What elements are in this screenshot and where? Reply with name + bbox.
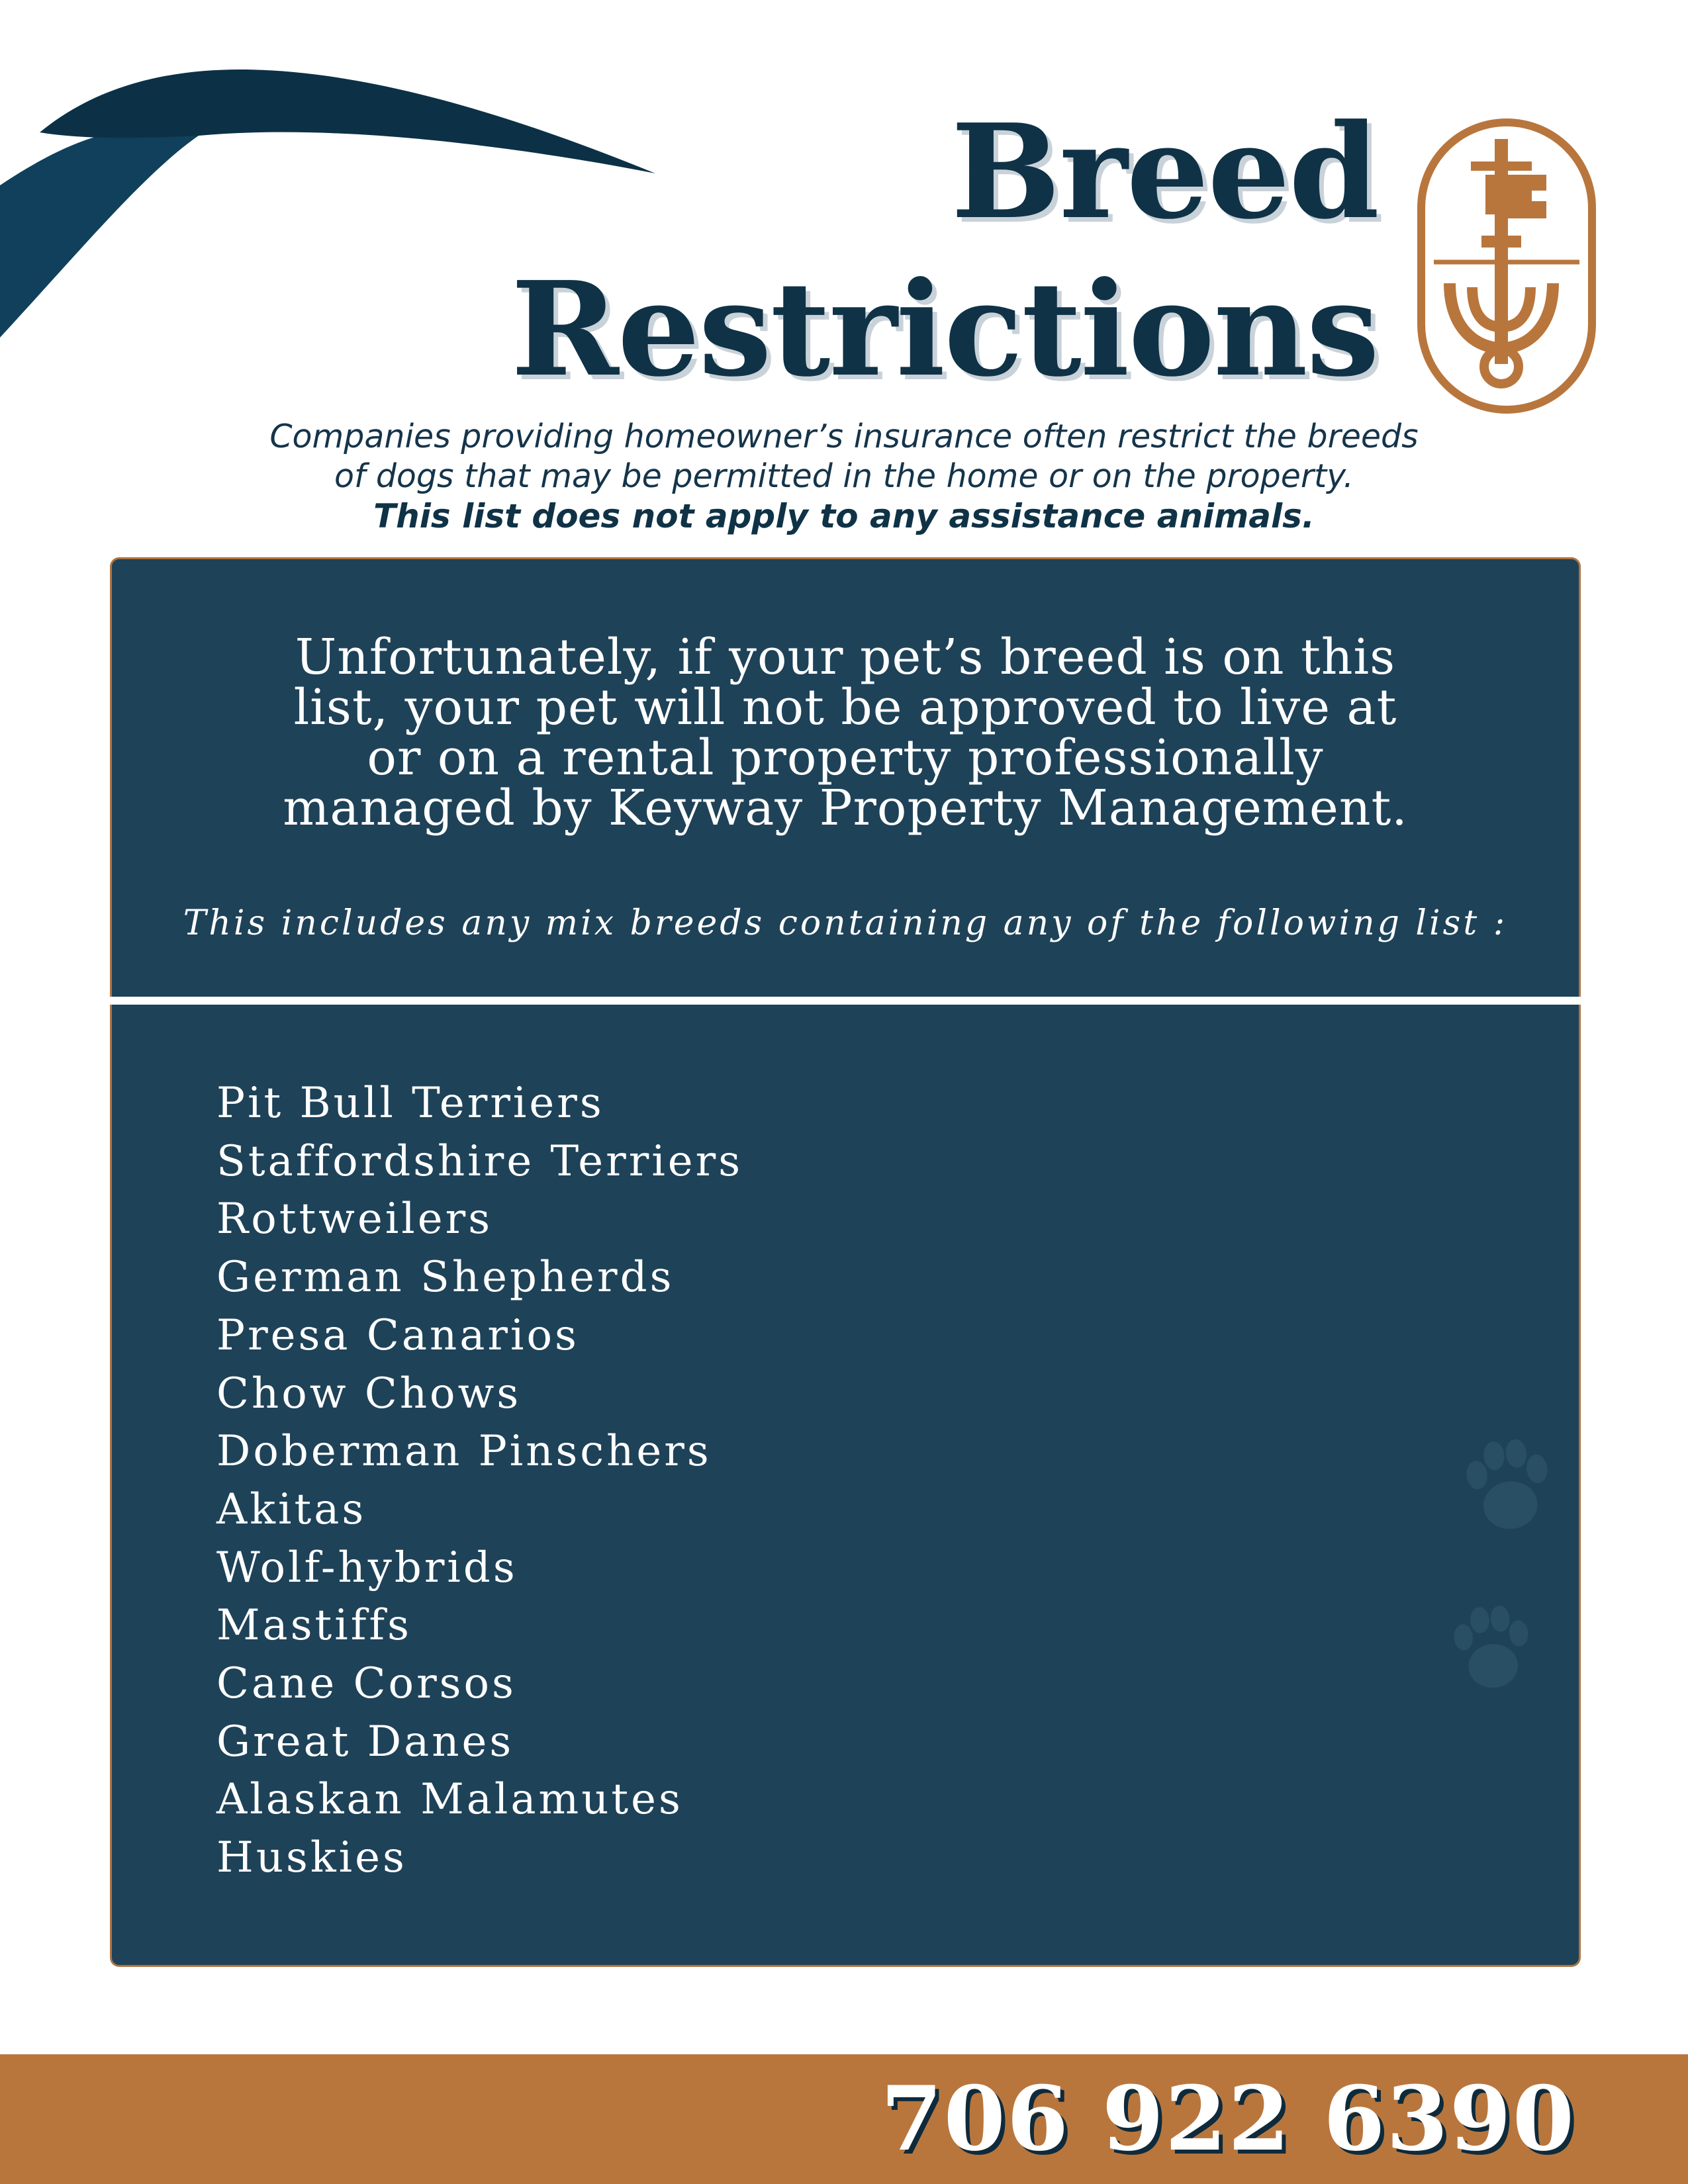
breed-list-item: Alaskan Malamutes bbox=[216, 1775, 683, 1825]
breed-list-item: Chow Chows bbox=[216, 1369, 522, 1418]
breed-list-item: Pit Bull Terriers bbox=[216, 1079, 604, 1128]
mix-breed-note: This includes any mix breeds containing any of the following list : bbox=[183, 903, 1508, 943]
footer-bar bbox=[0, 2054, 1688, 2184]
breed-list-item: Huskies bbox=[216, 1833, 407, 1883]
paw-print-icon bbox=[1464, 1436, 1554, 1533]
breed-list-item: Great Danes bbox=[216, 1717, 514, 1766]
breed-list-item: Doberman Pinschers bbox=[216, 1427, 712, 1477]
notice-panel bbox=[110, 557, 1581, 997]
notice-line: list, your pet will not be approved to live at bbox=[293, 679, 1397, 736]
intro-line-1: Companies providing homeowner’s insurance often restrict the breeds bbox=[269, 418, 1419, 455]
breed-list-item: Rottweilers bbox=[216, 1195, 493, 1244]
assistance-animals-note: This list does not apply to any assistance animals. bbox=[373, 497, 1315, 535]
breed-list bbox=[216, 1075, 743, 1888]
notice-line: or on a rental property professionally bbox=[367, 729, 1324, 786]
paw-print-icon bbox=[1452, 1604, 1532, 1690]
breed-list-item: Wolf-hybrids bbox=[216, 1543, 518, 1592]
breed-list-item: Mastiffs bbox=[216, 1601, 412, 1651]
breed-list-item: Staffordshire Terriers bbox=[216, 1136, 743, 1186]
notice-text bbox=[112, 629, 1579, 837]
keyway-logo-icon bbox=[1415, 116, 1598, 416]
notice-line: managed by Keyway Property Management. bbox=[283, 780, 1408, 837]
breed-list-panel bbox=[110, 1005, 1581, 1967]
intro-line-2: of dogs that may be permitted in the home or on the property. bbox=[334, 457, 1354, 495]
page-title-line2: Restrictions bbox=[510, 253, 1378, 406]
breed-list-item: Akitas bbox=[216, 1484, 367, 1534]
paw-prints-decoration bbox=[1290, 1402, 1581, 1958]
phone-number: 706 922 6390 bbox=[880, 2066, 1575, 2171]
notice-line: Unfortunately, if your pet’s breed is on this bbox=[295, 629, 1396, 686]
breed-list-item: Presa Canarios bbox=[216, 1310, 579, 1360]
page-title-line1: Breed bbox=[951, 96, 1378, 248]
breed-list-item: German Shepherds bbox=[216, 1253, 675, 1302]
breed-list-item: Cane Corsos bbox=[216, 1659, 516, 1709]
